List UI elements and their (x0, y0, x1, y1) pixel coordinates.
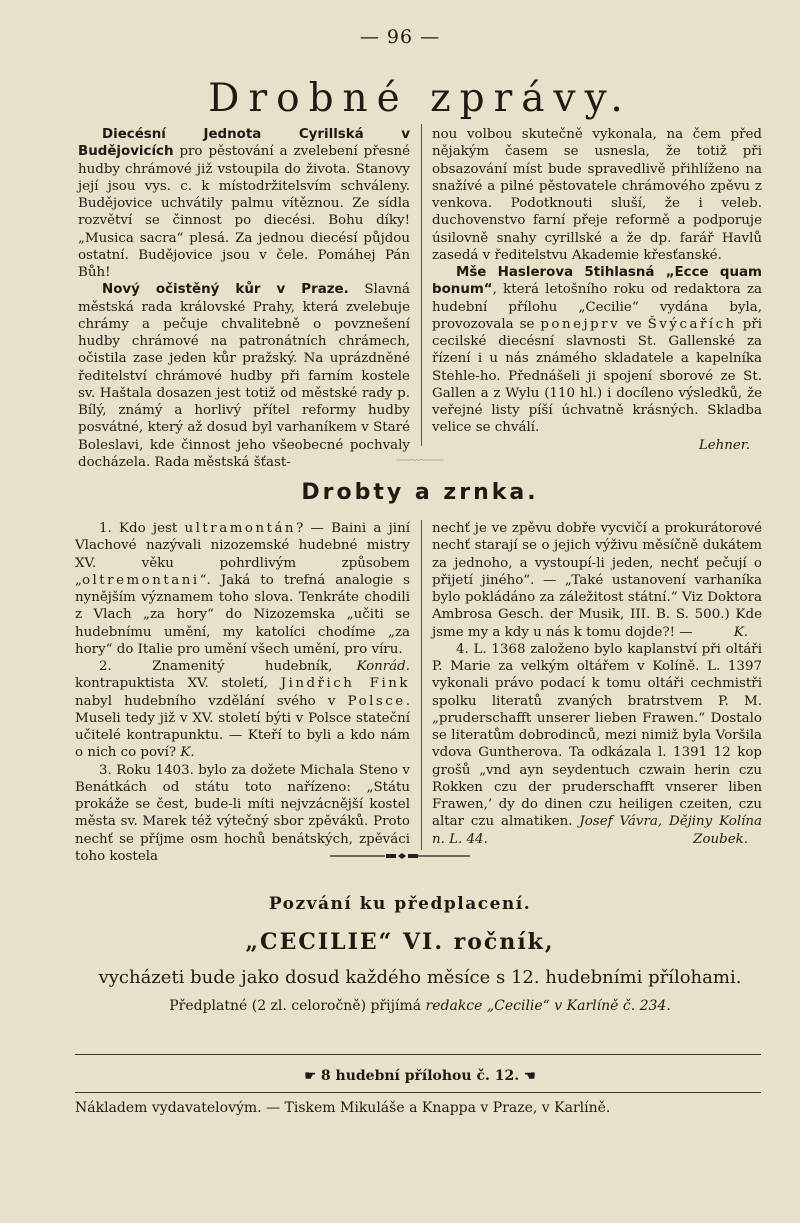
paragraph: Mše Haslerova 5tihlasná „Ecce quam bonum“, která letošního roku od redaktora za hudební přílohu „Cecilie“ vydána byla, provozovala se ponejprv ve Švýcařích při cecilské diecésní slavnosti St. Gallenské za řízení i u nás známého skladatele a kapelníka Stehle-ho. Přednášeli ji spojení sborové ze St. Gallen a z Wylu (110 hl.) i docíleno výsledků, že veřejné listy píší úchvatně krásných. Skladba velice se chválí. (432, 265, 762, 436)
notice-title: Pozvání ku předplacení. (268, 894, 532, 914)
paragraph-heading: Diecésní Jednota Cyrillská v Budějovicích (78, 127, 410, 160)
citation: Josef Vávra, Dějiny Kolína n. L. 44. (432, 814, 762, 847)
imprint: Nákladem vydavatelovým. — Tiskem Mikuláše a Knappa v Praze, v Karlíně. (75, 1100, 611, 1116)
page-number: — 96 — (359, 26, 441, 48)
paragraph-heading: Mše Haslerova 5tihlasná „Ecce quam bonum“ (432, 265, 762, 298)
paragraph: nou volbou skutečně vykonala, na čem před nějakým časem se usnesla, že totiž při obsazování míst bude spravedlivě přihlíženo na snažívé a pilné pěstovatele chrámového zpěvu z venkova. Podotknouti sluší, že i veleb. duchovenstvo farní přeje reformě a podporuje úsilovně snahy cyrillské a že dp. farář Havlů zasedá v ředitelstvu Akademie křesťanské. (432, 127, 762, 263)
paragraph: Nový očistěný kůr v Praze. Slavná městská rada královské Prahy, která zvelebuje chrámy a pečuje chvalitebně o povznešení hudby chrámové na patronátních chrámech, očistila zase jeden kůr pražský. Na uprázdněné ředitelství chrámové hudby při farním kostele sv. Haštala dosazen jest totiž od městské rady p. Bílý, známý a horlivý přítel reformy hudby posvátné, který až dosud byl varhaníkem v Staré Boleslavi, kde činnost jeho všeobecné pochvaly docházela. Rada městská šťast- (78, 282, 410, 470)
supplement-line: ☛ 8 hudební přílohou č. 12. ☚ (304, 1068, 536, 1084)
section-title-drobne-zpravy: Drobné zprávy. (208, 76, 632, 121)
list-item: 4. L. 1368 založeno bylo kaplanství při oltáři P. Marie za velkým oltářem v Kolíně. L. 1397 vykonali právo podací k tomu oltáři cechmistři spolku literatů zvaných bratrstvem P. M. „pruderschafft unserer lieben Frawen.“ Dostalo se literatům dobrodinců, mezi nimiž byla Voršila vdova Guntherova. Ta odkázala l. 1391 12 kop grošů „vnd ayn seydentuch czwain herin czu Rokken czu der pruderschafft vnserer liben Frawen,’ dy do dinen czu heiligen czeiten, czu altar czu almatiken. Josef Vávra, Dějiny Kolína n. L. 44. Zoubek. (432, 641, 762, 847)
signature: K. (733, 624, 748, 640)
list-item: 2. Znamenitý hudebník, kontrapuktista XV. století, Jindřich Fink nabyl hudebního vzdělání svého v Polsce. Museli tedy již v XV. století býti v Polsce stateční učitelé kontrapunktu. — Kteří to byli a kdo nám o nich co poví? K. (75, 659, 410, 761)
paragraph: Diecésní Jednota Cyrillská v Budějovicích pro pěstování a zvelebení přesné hudby chrámové již vstoupila do života. Stanovy její jsou vys. c. k místodržitelsvím schváleny. Budějovice uchvátily palmu vítěznou. Ze sídla rozvětví se činnost po diecési. Bohu díky! „Musica sacra“ plesá. Za jednou diecésí půjdou ostatní. Budějovice jsou v čele. Pomáhej Pán Bůh! (78, 127, 410, 280)
horizontal-rule (75, 1092, 761, 1093)
ornament-divider (330, 853, 470, 859)
column-divider (421, 520, 422, 850)
ornament-divider (350, 459, 490, 461)
column-right-news (432, 126, 762, 454)
pointing-hand-right-icon: ☛ (304, 1069, 317, 1084)
signature: Konrád. (356, 659, 410, 674)
signature: Lehner. (698, 437, 750, 453)
column-left-news (78, 126, 410, 471)
notice-text: vycházeti bude jako dosud každého měsíce s 12. hudebními přílohami. (98, 967, 742, 988)
paragraph: nechť je ve zpěvu dobře vycvičí a prokurátorové nechť starají se o jejich výživu měsíčně dukátem za jednoho, a vystoupí-li jeden, nechť pečují o přijetí jiného“. — „Také ustanovení varhaníka bylo pokládáno za záležitost státní.“ Viz Doktora Ambrosa Gesch. der Musik, III. B. S. 500.) Kde jsme my a kdy u nás k tomu dojde?! — K. (432, 521, 762, 640)
signature: Zoubek. (693, 831, 748, 847)
list-item: 1. Kdo jest ultramontán? — Baini a jiní Vlachové nazývali nizozemské hudebné mistry XV. věku pohrdlivým způsobem „oltremontani“. Jaká to trefná analogie s nynějším významem toho slova. Tenkráte chodili z Vlach „za hory“ do Nizozemska „učiti se hudebnímu umění, my katolíci chodíme „za hory“ do Italie pro umění všech umění, pro víru. Konrád. (75, 521, 410, 674)
section-title-drobty: Drobty a zrnka. (301, 480, 539, 505)
column-left-drobty (75, 520, 410, 865)
horizontal-rule (75, 1054, 761, 1055)
list-item: 3. Roku 1403. bylo za dožete Michala Steno v Benátkách od státu toto nařízeno: „Státu prokáže se čest, bude-li míti nejvzácnější kostel města sv. Marek též výtečný sbor zpěváků. Proto nechť se příjme osm hochů benátských, zpěváci toho kostela (75, 762, 410, 864)
subscription-text: Předplatné (2 zl. celoročně) přijímá redakce „Cecilie“ v Karlíně č. 234. (169, 998, 671, 1014)
column-divider (421, 124, 422, 446)
pointing-hand-left-icon: ☚ (523, 1069, 536, 1084)
signature: K. (180, 745, 195, 761)
journal-name: „CECILIE“ VI. ročník, (245, 929, 555, 955)
paragraph-heading: Nový očistěný kůr v Praze. (102, 282, 349, 298)
column-right-drobty (432, 520, 762, 848)
